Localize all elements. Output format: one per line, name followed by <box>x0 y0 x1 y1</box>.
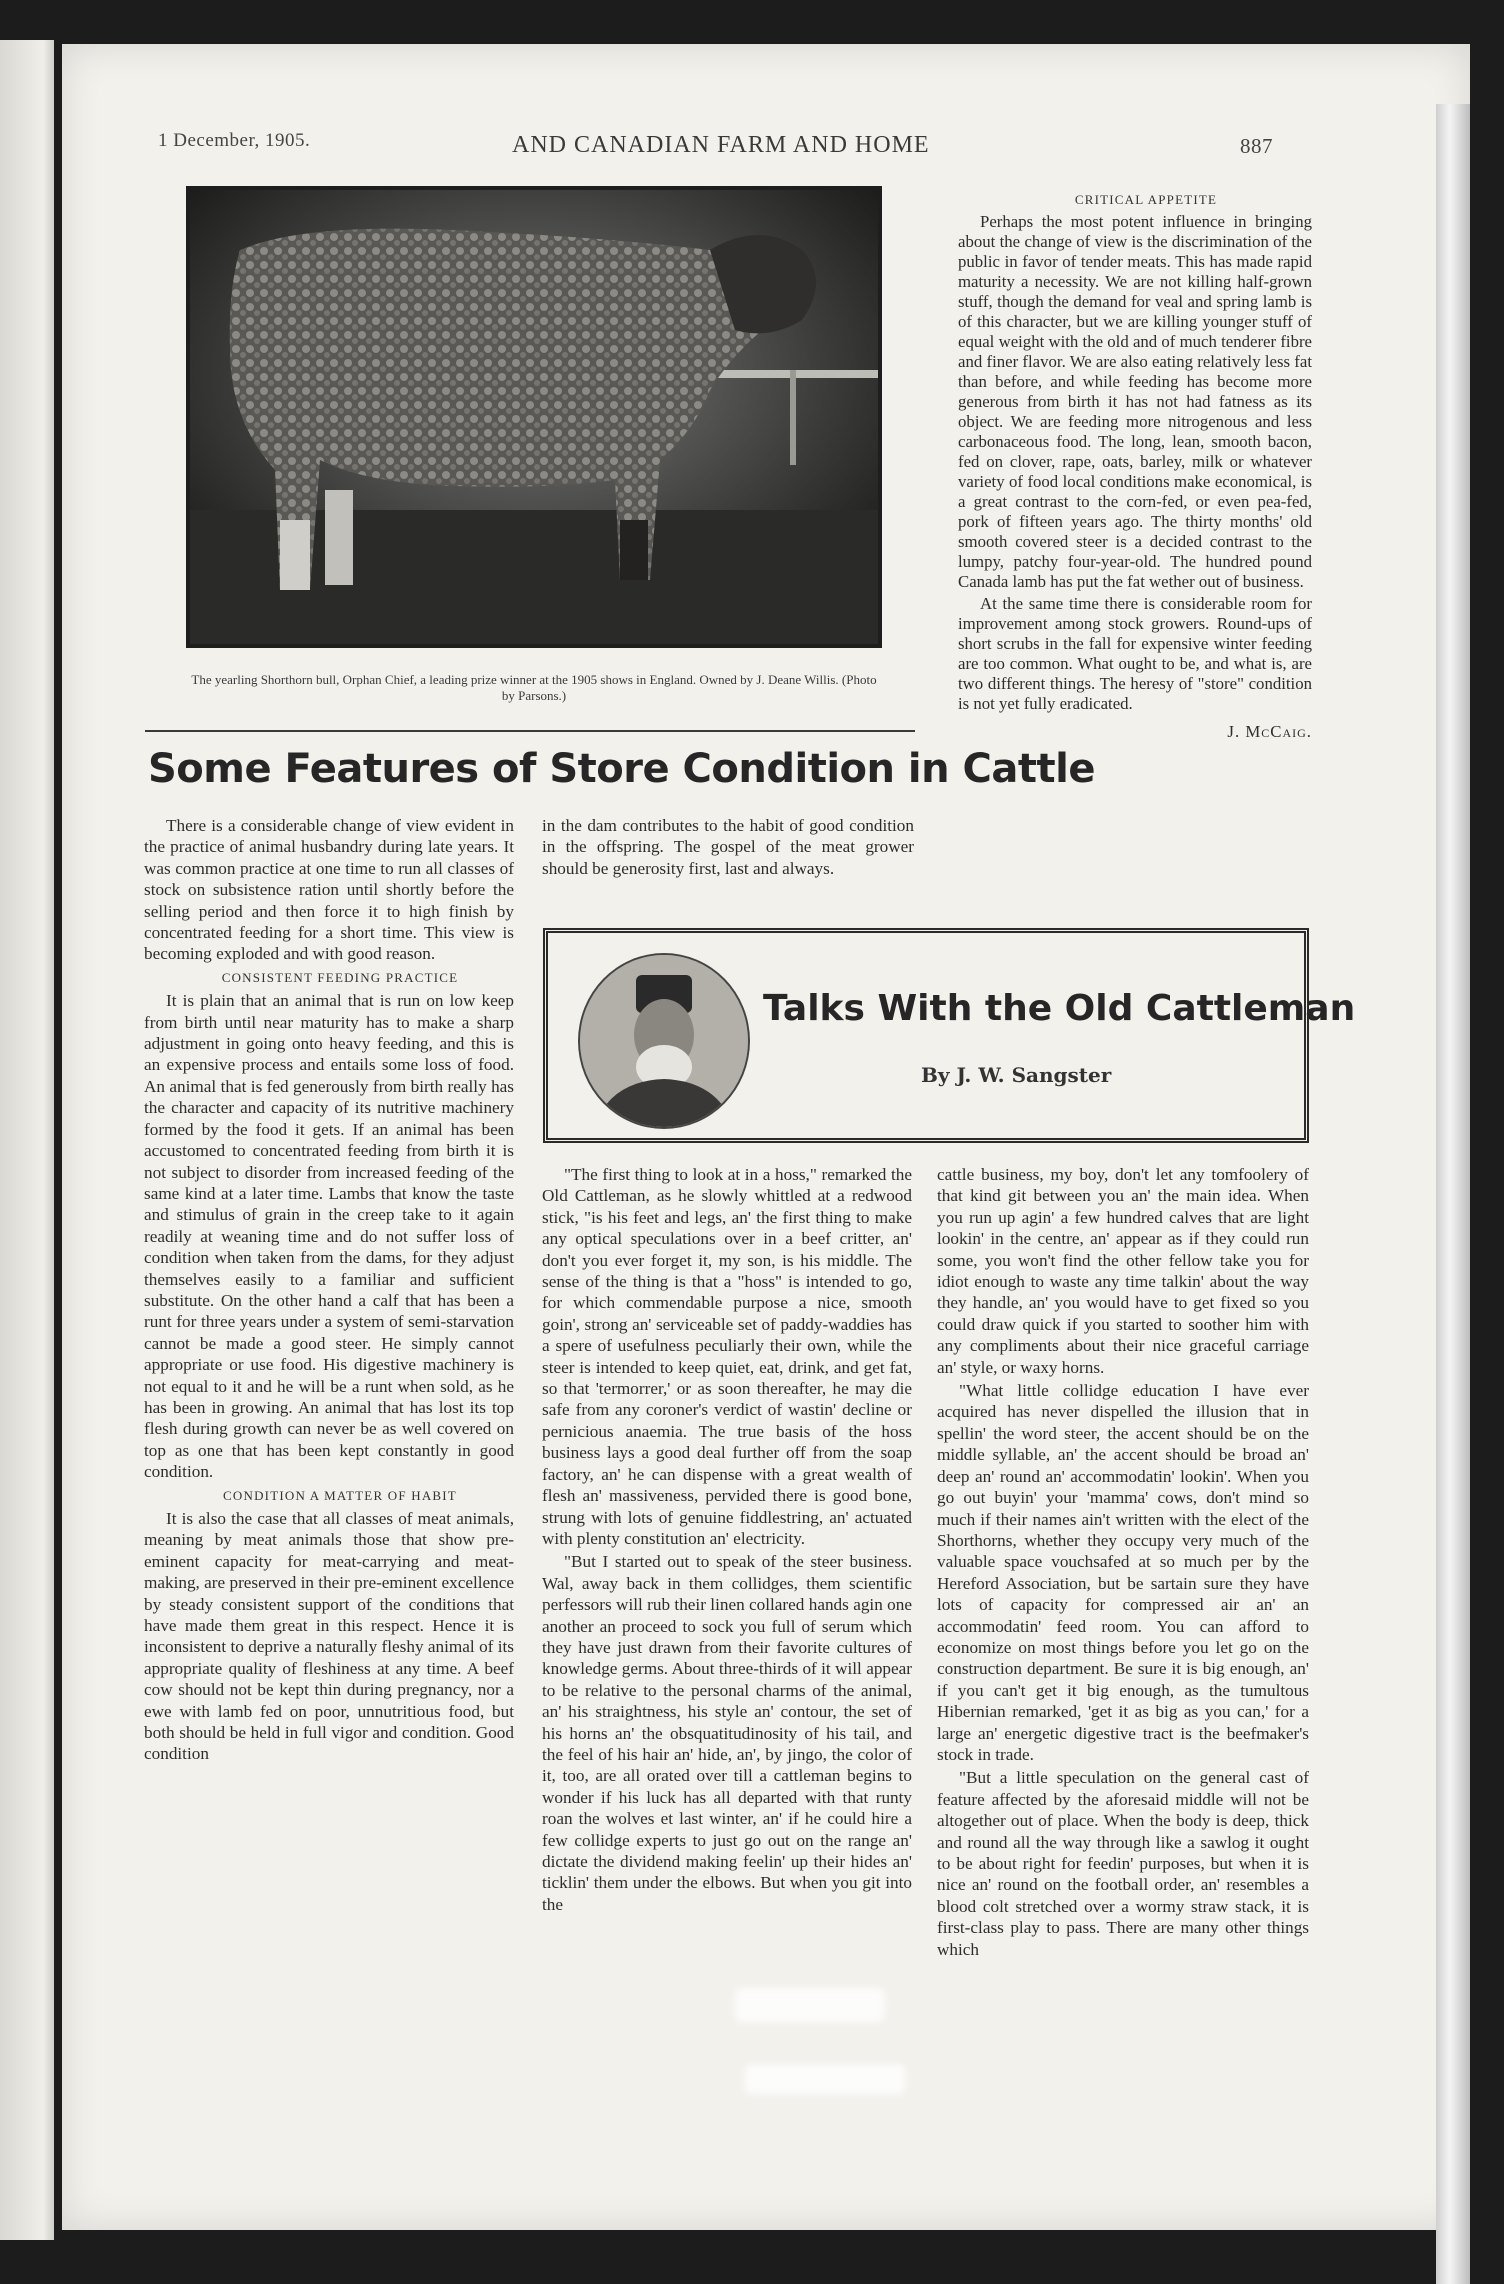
article1-para4: At the same time there is considerable room for improvement among stock growers. Round-ups of short scrubs in the fall for expensive winter feeding are too common. What ought to be, and what is, are two different things. The heresy of "store" condition is not yet fully eradicated. <box>958 594 1312 713</box>
article2-para5: "But a little speculation on the general cast of feature affected by the aforesaid middle will not be altogether out of place. When the body is deep, thick and round all the way through like a sawlog it ought to be about right for feedin' purposes, but when it is nice an' round on the football order, an' resembles a blood colt stretched over a wormy straw stack, it is first-class play to pass. There are many other things which <box>937 1768 1309 1959</box>
print-smudge <box>735 1988 885 2022</box>
subhead-consistent-feeding: CONSISTENT FEEDING PRACTICE <box>221 969 459 985</box>
right-page-edge <box>1436 104 1470 2284</box>
cattleman-portrait <box>578 953 750 1129</box>
article1-intro: There is a considerable change of view evident in the practice of animal husbandry during late years. It was common practice at one time to run all classes of stock on subsistence ration until shortly before the selling period and then force it to high finish by concentrated feeding for a short time. This view is becoming exploded and with good reason. <box>144 816 514 964</box>
headline-rule <box>145 730 915 732</box>
article2-column-right <box>937 1164 1309 1960</box>
talks-title: Talks With the Old Cattleman <box>763 988 1356 1029</box>
shorthorn-bull-image <box>190 190 878 644</box>
article2-para3: cattle business, my boy, don't let any tomfoolery of that kind git between you an' the main idea. When you run up agin' a few hundred calves that are light lookin' in the centre, an' appear as if they could run some, you won't find the other fellow take you for idiot enough to waste any time talkin' about the way they handle, an' you would have to get fixed so you could draw quick if you started to soother him with any compliments about their nice graceful carriage an' style, or waxy horns. <box>937 1165 1309 1377</box>
article2-para4: "What little collidge education I have ever acquired has never dispelled the illusion that in spellin' the word steer, the accent should be on the middle syllable, an' the accent should be broad an' deep an' round an' accommodatin' lookin'. When you go out buyin' your 'mamma' cows, don't mind so much if their names ain't written with the elect of the Shorthorns, whether they occupy very much of the valuable space vouchsafed at so much per by the Hereford Association, but be sartain sure they have lots of capacity for compressed air an' an accommodatin' feed room. You can afford to economize on most things before you let go on the construction department. Be sure it is big enough, an' if you can't get it big enough, as the tumultous Hibernian remarked, 'get it as big as you can,' for a large an' energetic digestive tract is the beefmaker's stock in trade. <box>937 1381 1309 1764</box>
talks-header-box <box>543 928 1356 1143</box>
subhead-condition-habit: CONDITION A MATTER OF HABIT <box>223 1487 457 1503</box>
article-headline: Some Features of Store Condition in Cattle <box>148 746 1095 792</box>
article1-column-middle <box>542 815 914 879</box>
article2-para1: "The first thing to look at in a hoss," remarked the Old Cattleman, as he slowly whittled at a redwood stick, "is his feet and legs, an' the first thing to make any optical speculations over in a beef critter, an' don't you ever forget it, my son, is his middle. The sense of the thing is that a "hoss" is intended to go, for which commendable purpose a nice, smooth goin', strong an' serviceable set of paddy-waddies has a spere of usefulness peculiarly their own, while the steer is intended to keep quiet, eat, drink, and get fat, so that 'termorrer,' or as soon thereafter, he may die safe from any coroner's verdict of wastin' decline or pernicious anaemia. The true basis of the hoss business lays a good deal further off from the soap factory, an' he can dispense with a great wealth of flesh an' massiveness, pervided there is good bone, strung with lots of genuine fiddlestring, an' actuated with plenty constitution an' electricity. <box>542 1165 912 1548</box>
print-smudge <box>745 2064 905 2094</box>
author-signature: J. McCaig. <box>1227 722 1312 741</box>
article1-para2: It is also the case that all classes of meat animals, meaning by meat animals those that show pre-eminent capacity for meat-carrying and meat-making, are preserved in their pre-eminent excellence by steady consistent support of the conditions that have made them great in this respect. Hence it is inconsistent to deprive a naturally fleshy animal of its appropriate quality of fleshiness at any time. A beef cow should not be kept thin during pregnancy, nor a ewe with lamb fed on poor, unnutritious food, but both should be held in full vigor and condition. Good condition <box>144 1509 514 1764</box>
old-man-portrait-image <box>580 955 748 1127</box>
issue-date: 1 December, 1905. <box>158 130 311 151</box>
subhead-critical-appetite: CRITICAL APPETITE <box>1074 192 1218 207</box>
page-number: 887 <box>1240 134 1273 158</box>
left-page-edge <box>0 40 54 2240</box>
article1-para2-continued: in the dam contributes to the habit of good condition in the offspring. The gospel of the meat grower should be generosity first, last and always. <box>542 816 914 878</box>
article1-para1: It is plain that an animal that is run on low keep from birth until near maturity has to make a sharp adjustment in going onto heavy feeding, and this is an expensive process and entails some loss of food. An animal that is fed generously from birth really has the character and capacity of its nutritive machinery formed by the food it gets. If an animal has been accustomed to concentrated feeding from birth it is not subject to disorder from increased feeding of the same kind at a later time. Lambs that know the taste and stimulus of grain in the creep take to it again readily at weaning time and do not suffer loss of condition when taken from the dams, for they adjust themselves easily to a familiar and sufficient substitute. On the other hand a calf that has been a runt for three years under a system of semi-starvation cannot be made a good steer. He simply cannot appropriate or use food. His digestive machinery is not equal to it and he will be a runt when sold, as he has been in growing. An animal that has lost its top flesh during growth can never be as well covered on top as one that has been kept constantly in good condition. <box>144 991 514 1482</box>
article2-para2: "But I started out to speak of the steer business. Wal, away back in them collidges, them scientific perfessors will rub their linen collared hands agin one another an proceed to sock you full of serum which they have just drawn from their favorite cultures of knowledge germs. About three-thirds of it will appear to be relative to the personal charms of the animal, an' his straightness, his style an' contour, the set of his horns an' the obsquatitudinosity of his tail, and the feel of his hair an' hide, an', by jingo, the color of it, too, are all orated over till a cattleman begins to wonder if his luck has all departed with that runty roan the wolves et last winter, an' if he could hire a few collidge experts to just go out on the range an' dictate the dividend making feelin' up their hides an' ticklin' them under the elbows. But when you git into the <box>542 1552 912 1914</box>
article1-para3: Perhaps the most potent influence in bringing about the change of view is the discrimination of the public in favor of tender meats. This has made rapid maturity a necessity. We are not killing half-grown stuff, though the demand for veal and spring lamb is of this character, but we are killing younger stuff of equal weight with the old and of much tenderer fibre and finer flavor. We are also eating relatively less fat than before, and while feeding has become more generous from birth it has not had fatness as its object. We are feeding more nitrogenous and less carbonaceous food. The long, lean, smooth bacon, fed on clover, rape, oats, barley, milk or whatever variety of food local conditions make economical, is a great contrast to the corn-fed, or even pea-fed, pork of fifteen years ago. The thirty months' old smooth covered steer is a decided contrast to the lumpy, patchy four-year-old. The hundred pound Canada lamb has put the fat wether out of business. <box>958 212 1312 591</box>
article1-column-right <box>958 190 1312 742</box>
article1-column-left <box>144 815 514 1765</box>
article2-column-left <box>542 1164 912 1915</box>
photo-caption: The yearling Shorthorn bull, Orphan Chief, a leading prize winner at the 1905 shows in England. Owned by J. Deane Willis. (Photo by Parsons.) <box>191 672 877 703</box>
cattle-photo <box>186 186 882 648</box>
publication-title: AND CANADIAN FARM AND HOME <box>512 132 930 158</box>
talks-byline: By J. W. Sangster <box>921 1063 1112 1087</box>
